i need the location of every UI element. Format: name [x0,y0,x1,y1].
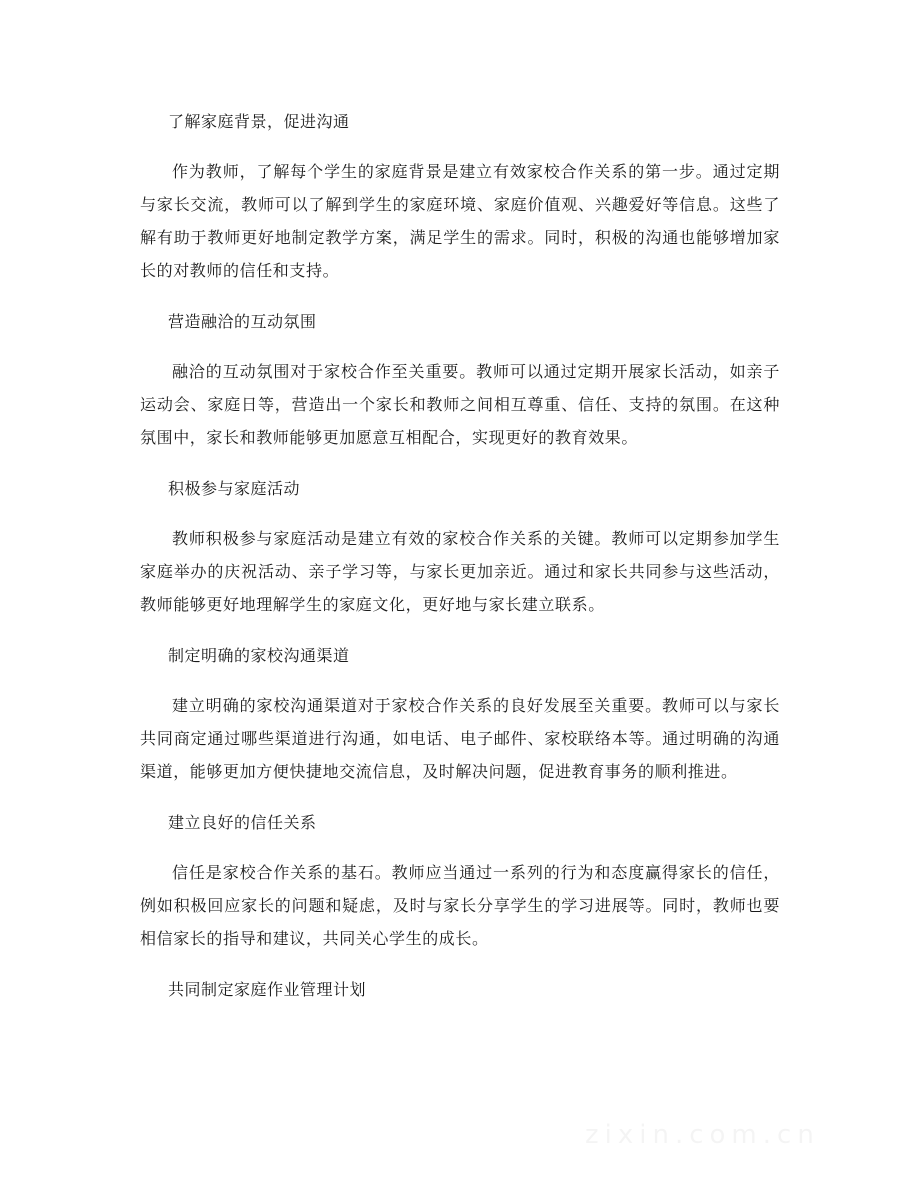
section-body-2: 融洽的互动氛围对于家校合作至关重要。教师可以通过定期开展家长活动，如亲子运动会、家庭日等，营造出一个家长和教师之间相互尊重、信任、支持的氛围。在这种氛围中，家长和教师能够更加愿意互相配合，实现更好的教育效果。 [140,362,780,447]
document-content [140,106,780,1006]
section-heading-3: 积极参与家庭活动 [168,479,301,498]
section-body-1: 作为教师，了解每个学生的家庭背景是建立有效家校合作关系的第一步。通过定期与家长交流，教师可以了解到学生的家庭环境、家庭价值观、兴趣爱好等信息。这些了解有助于教师更好地制定教学方案，满足学生的需求。同时，积极的沟通也能够增加家长的对教师的信任和支持。 [140,162,780,280]
section-heading-1: 了解家庭背景，促进沟通 [168,112,350,131]
section-body-3: 教师积极参与家庭活动是建立有效的家校合作关系的关键。教师可以定期参加学生家庭举办的庆祝活动、亲子学习等，与家长更加亲近。通过和家长共同参与这些活动，教师能够更好地理解学生的家庭文化，更好地与家长建立联系。 [140,529,780,614]
section-body-4: 建立明确的家校沟通渠道对于家校合作关系的良好发展至关重要。教师可以与家长共同商定通过哪些渠道进行沟通，如电话、电子邮件、家校联络本等。通过明确的沟通渠道，能够更加方便快捷地交流信息，及时解决问题，促进教育事务的顺利推进。 [140,696,780,781]
watermark [585,1120,820,1150]
section-heading-2: 营造融洽的互动氛围 [168,312,317,331]
section-heading-4: 制定明确的家校沟通渠道 [168,646,350,665]
section-heading-5: 建立良好的信任关系 [168,813,317,832]
section-body-5: 信任是家校合作关系的基石。教师应当通过一系列的行为和态度赢得家长的信任，例如积极回应家长的问题和疑虑，及时与家长分享学生的学习进展等。同时，教师也要相信家长的指导和建议，共同关心学生的成长。 [140,863,780,948]
section-heading-6: 共同制定家庭作业管理计划 [168,980,367,999]
